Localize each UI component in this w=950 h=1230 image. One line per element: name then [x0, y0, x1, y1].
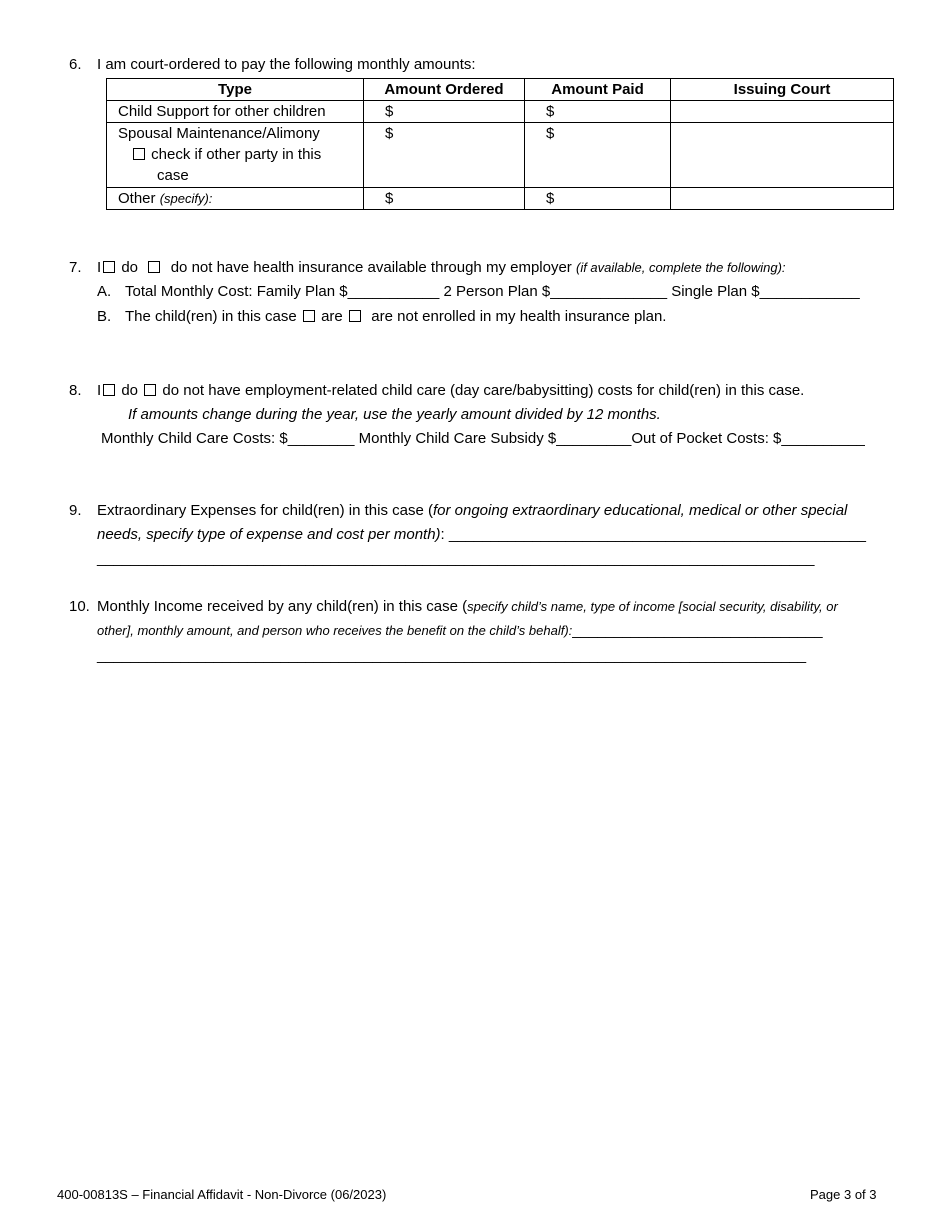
- q9-note1: for ongoing extraordinary educational, medical or other special: [432, 502, 848, 519]
- q7-b-label: B.: [97, 308, 112, 325]
- q8-do: do: [121, 382, 139, 399]
- q8-note: If amounts change during the year, use the yearly amount divided by 12 months.: [128, 406, 661, 423]
- row-type-note: (specify):: [159, 191, 213, 206]
- q8-do-checkbox[interactable]: [103, 384, 115, 396]
- q10-note1: specify child’s name, type of income [social security, disability, or: [467, 599, 838, 614]
- q10-line1: [97, 598, 838, 615]
- q8-text: do not have employment-related child care (day care/babysitting) costs for child(ren) in this case.: [162, 382, 805, 399]
- q7-b-text2: are not enrolled in my health insurance plan.: [371, 308, 667, 325]
- other-party-checkbox[interactable]: [133, 148, 145, 160]
- table-header-row: [107, 79, 894, 101]
- row-type: Child Support for other children: [107, 101, 364, 123]
- q10-note2: other], monthly amount, and person who receives the benefit on the child’s behalf):: [97, 623, 573, 638]
- row-type: [107, 188, 364, 210]
- q7-b-are-not-checkbox[interactable]: [349, 310, 361, 322]
- court-ordered-table: [106, 78, 894, 210]
- q8-line: [97, 382, 804, 399]
- row-amount-paid[interactable]: $: [525, 123, 671, 188]
- q7-note: (if available, complete the following):: [575, 260, 786, 275]
- row-type: [107, 123, 364, 188]
- q7-do: do: [121, 259, 139, 276]
- col-amount-paid-header: Amount Paid: [525, 79, 671, 101]
- other-party-check-label: check if other party in this: [151, 146, 322, 163]
- q9-line1: [97, 502, 847, 519]
- q7-a-label: A.: [97, 283, 112, 300]
- row-amount-paid[interactable]: $: [525, 101, 671, 123]
- q8-number: 8.: [69, 382, 82, 399]
- other-party-check-label-cont: case: [157, 167, 189, 184]
- q8-do-not-checkbox[interactable]: [144, 384, 156, 396]
- q6-text: I am court-ordered to pay the following monthly amounts:: [97, 56, 476, 73]
- q10-answer-line1[interactable]: ______________________________: [572, 622, 823, 639]
- q7-b-are: are: [321, 308, 343, 325]
- q10-answer-line2[interactable]: _____________________________________________________________________________________: [97, 647, 807, 664]
- col-type-header: Type: [107, 79, 364, 101]
- q7-i: I: [97, 259, 102, 276]
- row-issuing-court[interactable]: [671, 101, 894, 123]
- row-type-label: Spousal Maintenance/Alimony: [118, 125, 320, 142]
- table-row: [107, 188, 894, 210]
- q9-text: Extraordinary Expenses for child(ren) in this case (: [97, 502, 433, 519]
- q8-i: I: [97, 382, 102, 399]
- row-amount-ordered[interactable]: $: [364, 101, 525, 123]
- q7-b-text1: The child(ren) in this case: [125, 308, 297, 325]
- q9-number: 9.: [69, 502, 82, 519]
- row-amount-paid[interactable]: $: [525, 188, 671, 210]
- col-issuing-court-header: Issuing Court: [671, 79, 894, 101]
- row-type-label: Other: [118, 190, 156, 207]
- q7-b-line: [125, 308, 666, 325]
- q7-text: do not have health insurance available through my employer: [170, 259, 572, 276]
- q7-do-checkbox[interactable]: [103, 261, 115, 273]
- row-issuing-court[interactable]: [671, 123, 894, 188]
- q7-line: [97, 259, 786, 276]
- q10-text: Monthly Income received by any child(ren) in this case (: [97, 598, 468, 615]
- q7-a-text[interactable]: Total Monthly Cost: Family Plan $___________ 2 Person Plan $______________ Single Plan $____________: [125, 283, 860, 300]
- q7-b-are-checkbox[interactable]: [303, 310, 315, 322]
- q10-number: 10.: [69, 598, 90, 615]
- row-amount-ordered[interactable]: $: [364, 123, 525, 188]
- row-amount-ordered[interactable]: $: [364, 188, 525, 210]
- table-row: [107, 101, 894, 123]
- q9-note2: needs, specify type of expense and cost per month): [97, 526, 441, 543]
- q8-costs[interactable]: Monthly Child Care Costs: $________ Monthly Child Care Subsidy $_________Out of Pocket Costs: $__________: [101, 430, 865, 447]
- col-amount-ordered-header: Amount Ordered: [364, 79, 525, 101]
- row-issuing-court[interactable]: [671, 188, 894, 210]
- table-row: [107, 123, 894, 188]
- q7-do-not-checkbox[interactable]: [148, 261, 160, 273]
- other-party-check-line: [118, 144, 363, 165]
- footer-page-number: Page 3 of 3: [810, 1187, 877, 1202]
- q7-number: 7.: [69, 259, 82, 276]
- footer-form-id: 400-00813S – Financial Affidavit - Non-Divorce (06/2023): [57, 1187, 387, 1202]
- q9-line2: [97, 526, 866, 543]
- q9-answer-line2[interactable]: ______________________________________________________________________________________: [97, 550, 815, 567]
- q10-line2: [97, 622, 823, 639]
- q6-number: 6.: [69, 56, 82, 73]
- q9-answer-line1[interactable]: : __________________________________________________: [440, 526, 866, 543]
